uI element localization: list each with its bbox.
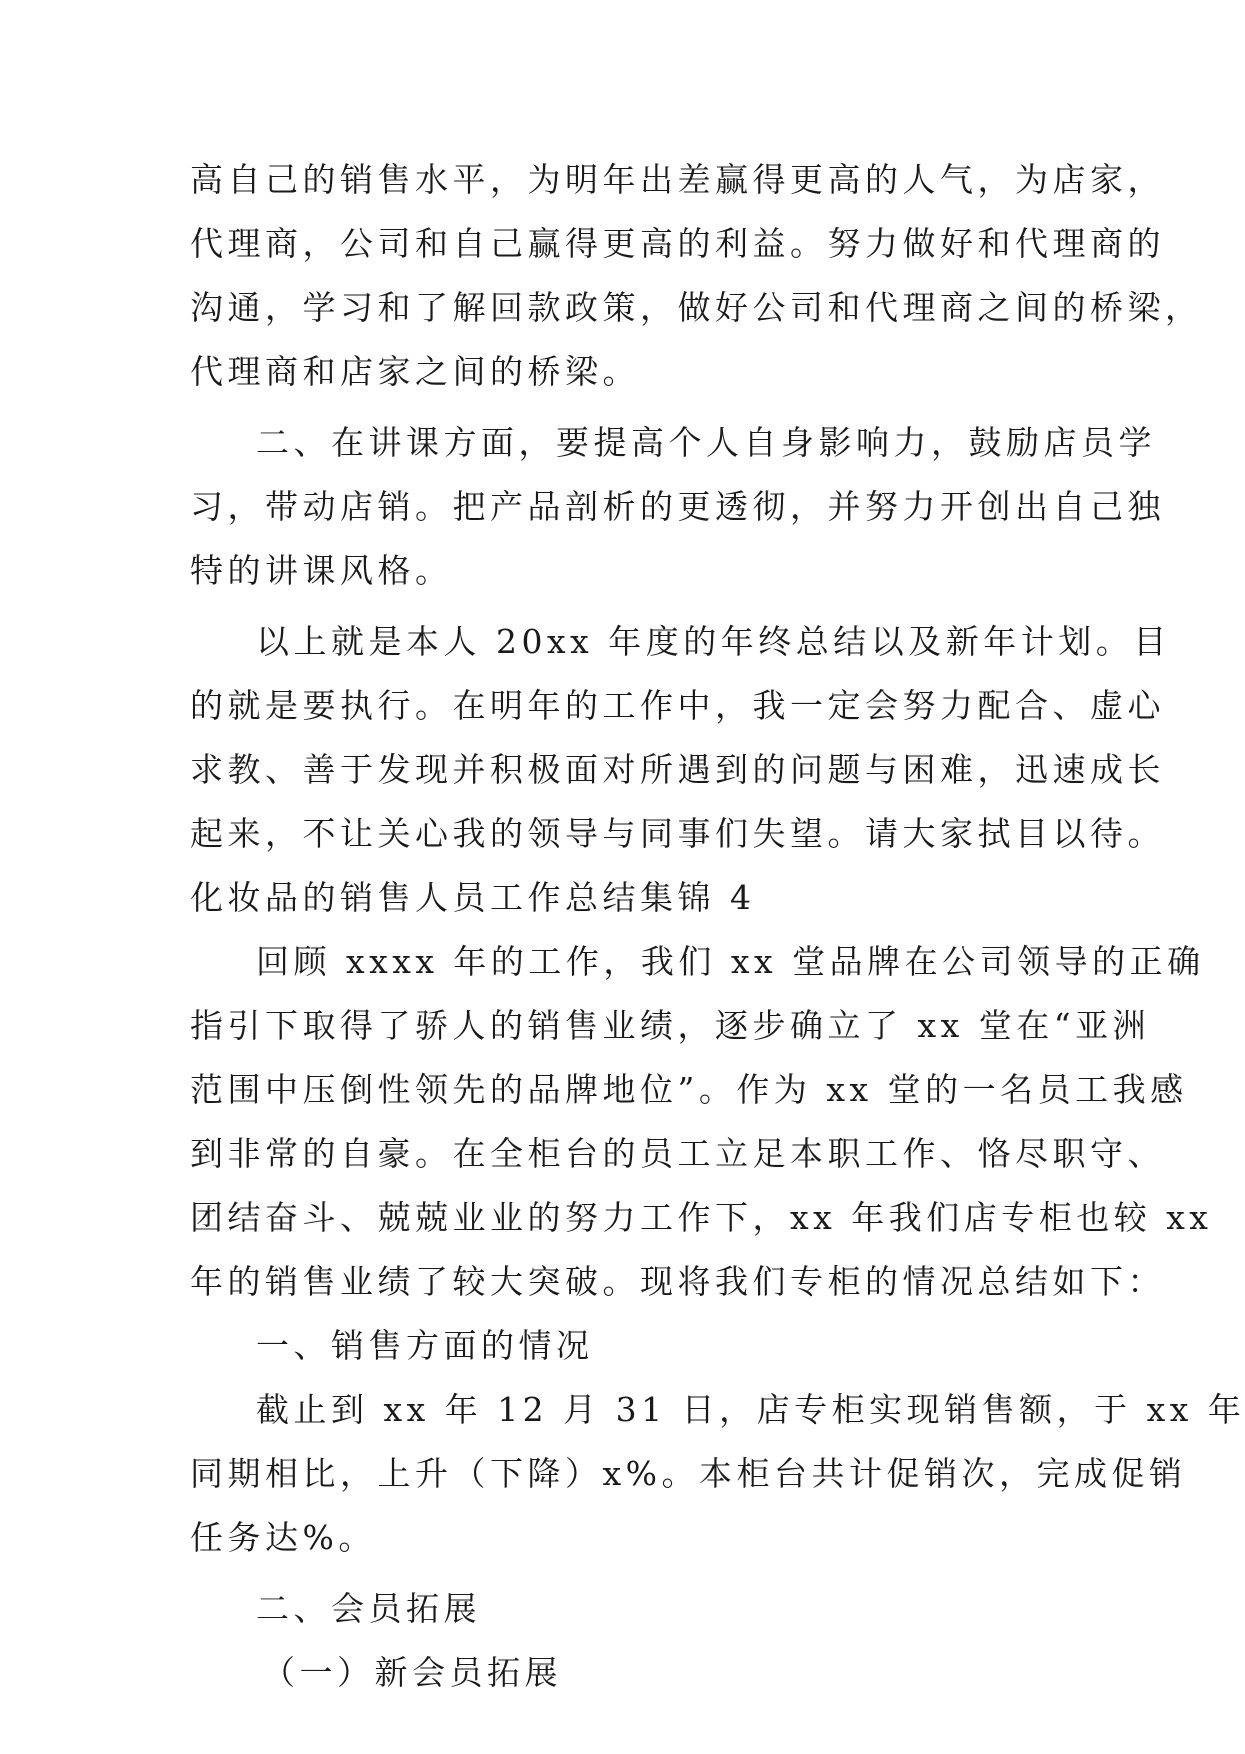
paragraph-line: 以上就是本人 20xx 年度的年终总结以及新年计划。目 xyxy=(256,622,1171,661)
paragraph-line: 团结奋斗、兢兢业业的努力工作下，xx 年我们店专柜也较 xx xyxy=(190,1198,1213,1237)
paragraph-line: 到非常的自豪。在全柜台的员工立足本职工作、恪尽职守、 xyxy=(190,1134,1165,1173)
section-heading-members: 二、会员拓展 xyxy=(256,1589,481,1628)
paragraph-line: 特的讲课风格。 xyxy=(190,551,453,590)
paragraph-line: 高自己的销售水平，为明年出差赢得更高的人气，为店家， xyxy=(190,160,1165,199)
paragraph-line: 起来，不让关心我的领导与同事们失望。请大家拭目以待。 xyxy=(190,814,1165,853)
paragraph-line: 沟通，学习和了解回款政策，做好公司和代理商之间的桥梁， xyxy=(190,288,1203,327)
paragraph-line: 任务达%。 xyxy=(190,1518,376,1557)
article-title: 化妆品的销售人员工作总结集锦 4 xyxy=(190,878,756,917)
paragraph-line: 回顾 xxxx 年的工作，我们 xx 堂品牌在公司领导的正确 xyxy=(256,942,1205,981)
paragraph-line: 习，带动店销。把产品剖析的更透彻，并努力开创出自己独 xyxy=(190,487,1165,526)
paragraph-line: 范围中压倒性领先的品牌地位”。作为 xx 堂的一名员工我感 xyxy=(190,1070,1188,1109)
section-heading-sales: 一、销售方面的情况 xyxy=(256,1326,594,1365)
paragraph-line: 的就是要执行。在明年的工作中，我一定会努力配合、虚心 xyxy=(190,686,1165,725)
paragraph-line: 年的销售业绩了较大突破。现将我们专柜的情况总结如下： xyxy=(190,1262,1165,1301)
paragraph-line: 截止到 xx 年 12 月 31 日，店专柜实现销售额，于 xx 年 xyxy=(256,1390,1245,1429)
section-heading-lecturing: 二、在讲课方面，要提高个人自身影响力，鼓励店员学 xyxy=(256,423,1156,462)
paragraph-line: 代理商和店家之间的桥梁。 xyxy=(190,352,640,391)
document-body xyxy=(190,148,1245,1705)
paragraph-line: 求教、善于发现并积极面对所遇到的问题与困难，迅速成长 xyxy=(190,750,1165,789)
paragraph-line: 代理商，公司和自己赢得更高的利益。努力做好和代理商的 xyxy=(190,224,1165,263)
subsection-heading-new-members: （一）新会员拓展 xyxy=(262,1653,562,1692)
paragraph-line: 指引下取得了骄人的销售业绩，逐步确立了 xx 堂在“亚洲 xyxy=(190,1006,1151,1045)
paragraph-line: 同期相比，上升（下降）x%。本柜台共计促销次，完成促销 xyxy=(190,1454,1187,1493)
